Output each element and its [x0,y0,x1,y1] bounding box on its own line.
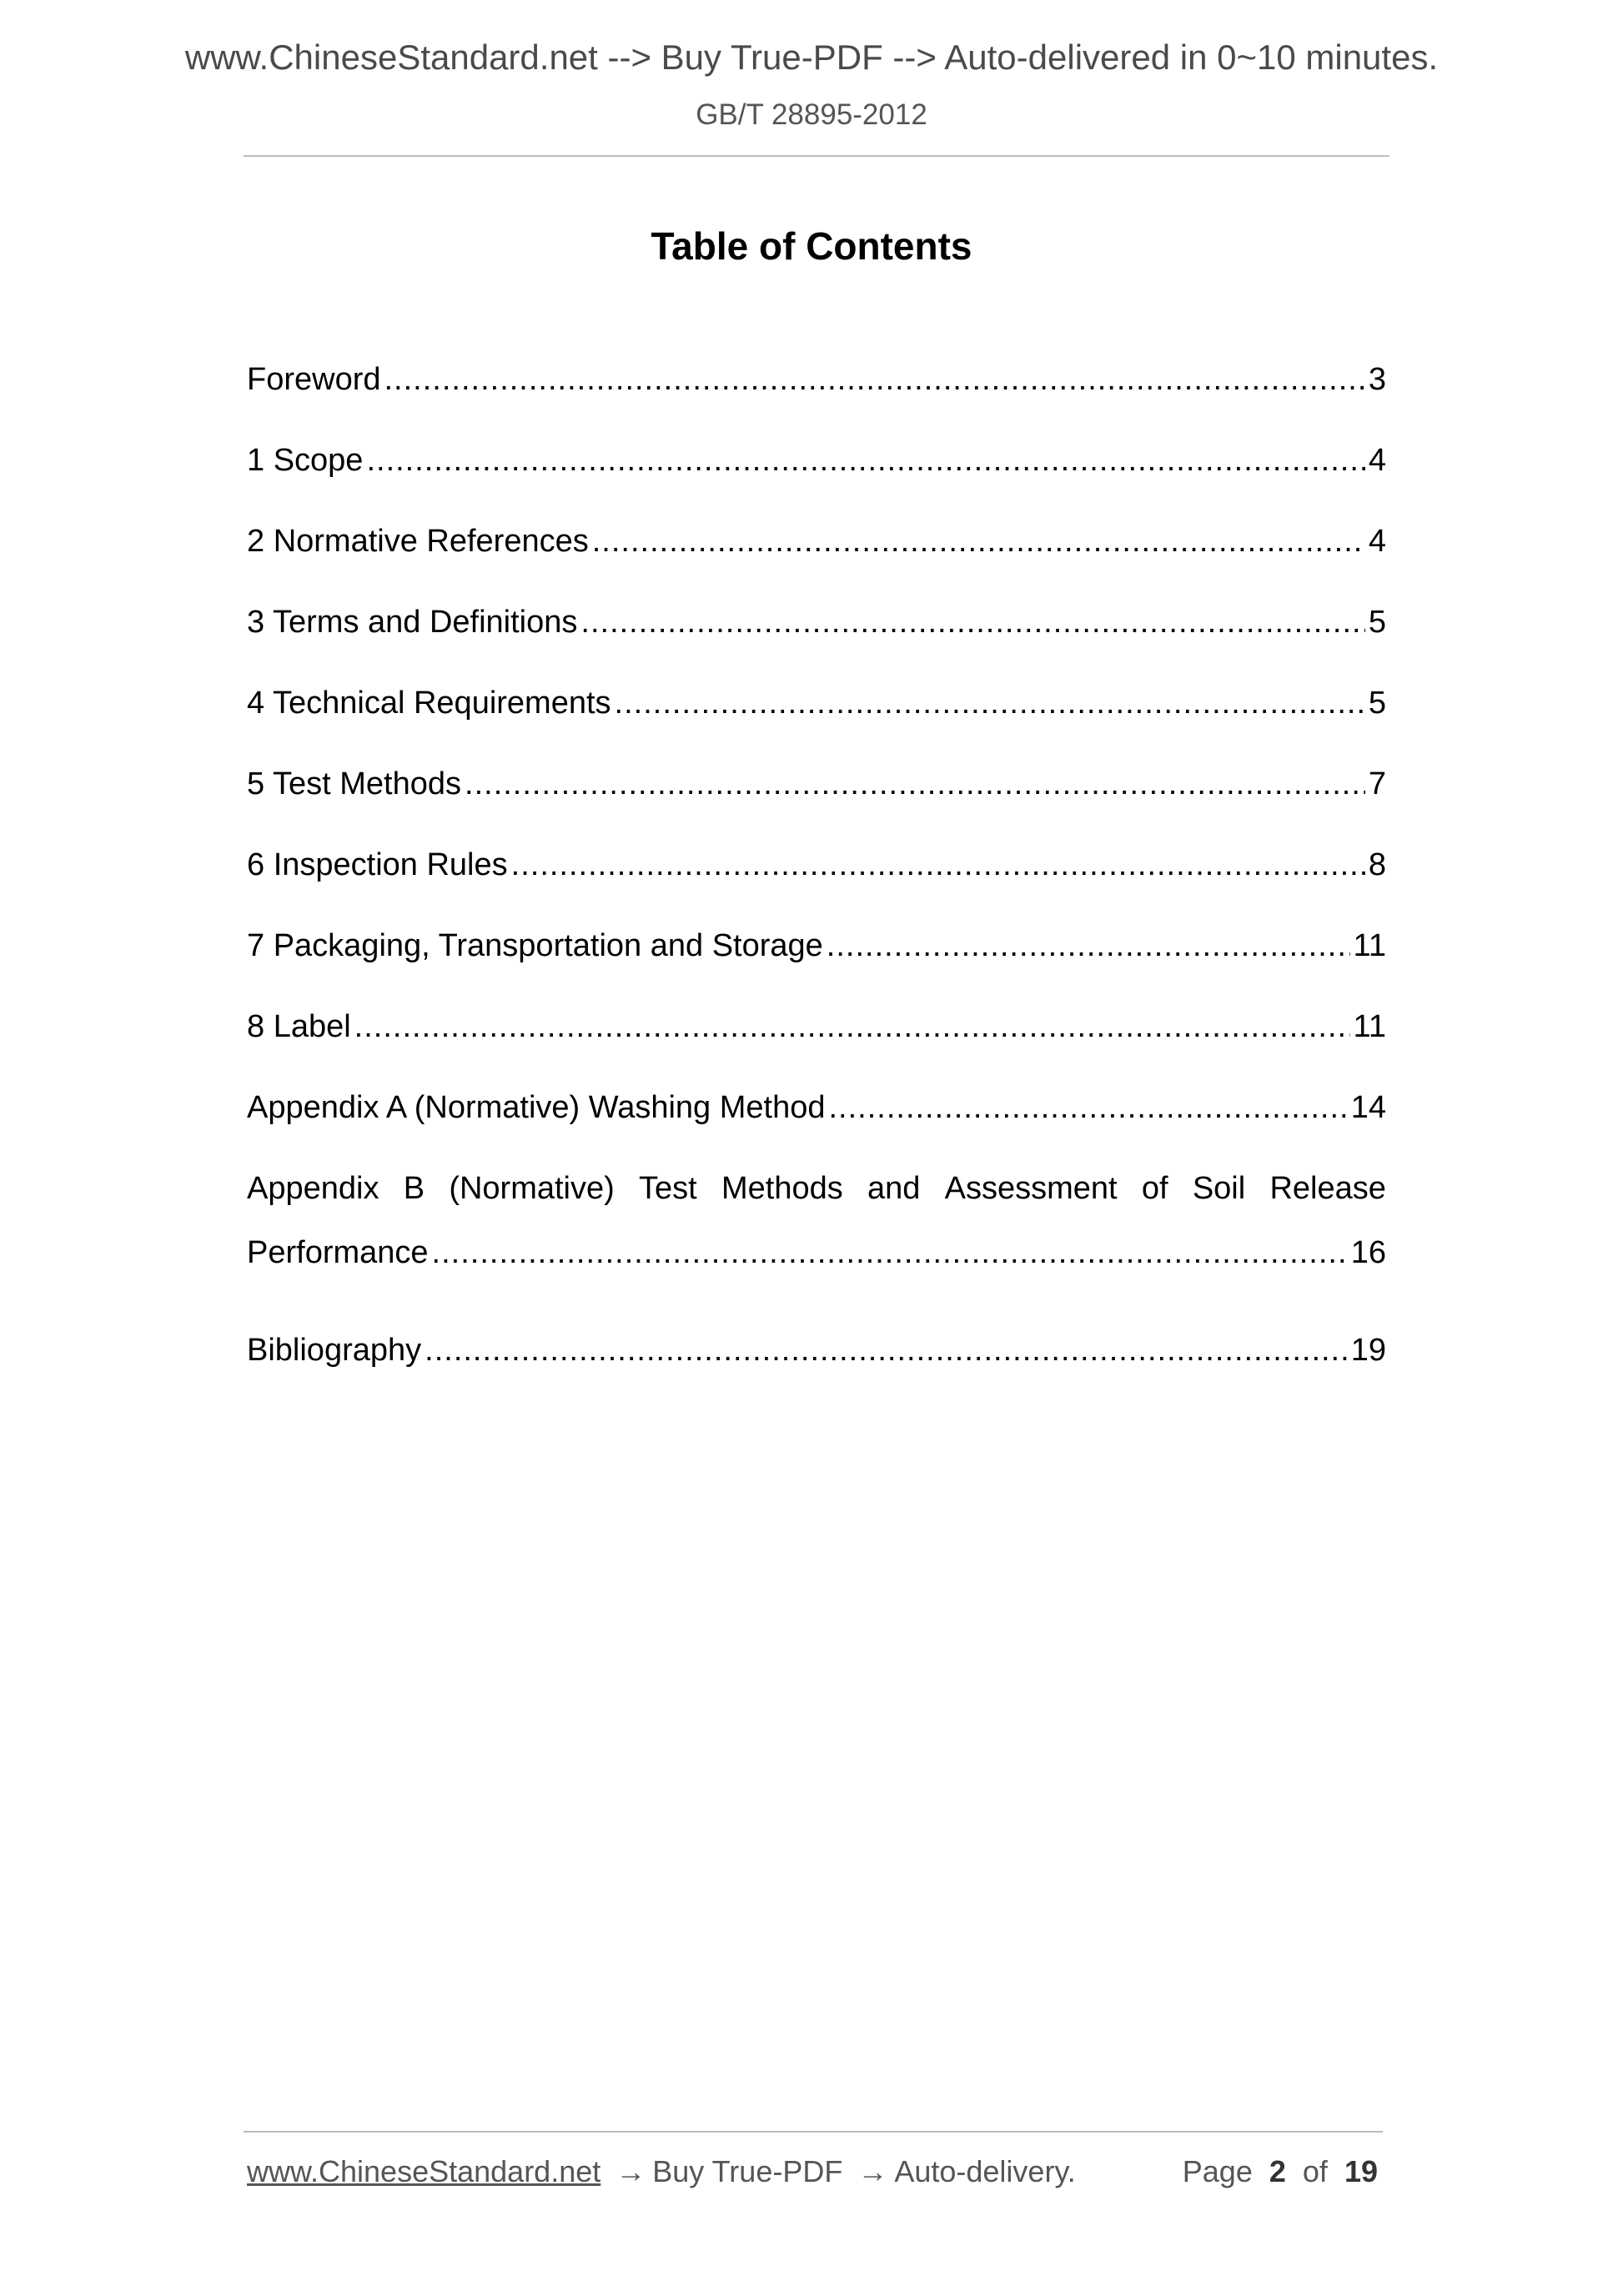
toc-entry-foreword[interactable] [247,364,1386,445]
page-indicator [1182,2154,1378,2188]
header-divider [244,155,1389,157]
toc-entry-label: 2 Normative References [247,524,589,559]
toc-entry-word: Methods [721,1171,843,1206]
toc-entry-appendix-b[interactable] [247,1173,1386,1334]
toc-entry-label: 4 Technical Requirements [247,686,611,721]
toc-entry-label-line1 [247,1173,1386,1237]
toc-entry-inspection-rules[interactable] [247,849,1386,930]
toc-leader-dots [615,687,1365,719]
toc-entry-page: 11 [1353,1009,1386,1044]
toc-entry-label-section[interactable] [247,1011,1386,1092]
arrow-right-icon: → [857,2154,888,2188]
toc-entry-terms-and-definitions[interactable] [247,606,1386,687]
toc-entry-page: 4 [1368,524,1386,559]
toc-entry-appendix-a[interactable] [247,1092,1386,1173]
toc-entry-word: Soil [1192,1171,1246,1206]
toc-leader-dots [354,1011,1350,1042]
toc-entry-page: 16 [1350,1235,1386,1270]
toc-entry-page: 5 [1368,605,1386,640]
arrow-right-icon: → [616,2154,646,2188]
toc-entry-label: 5 Test Methods [247,766,462,801]
toc-leader-dots [384,364,1365,395]
toc-leader-dots [511,849,1365,881]
toc-entry-label-line2 [247,1237,1386,1318]
footer-divider [244,2131,1383,2133]
toc-entry-word: Appendix [247,1171,379,1206]
toc-entry-word: and [867,1171,921,1206]
toc-entry-test-methods[interactable] [247,768,1386,849]
toc-entry-label: 1 Scope [247,443,364,478]
toc-entry-page: 5 [1368,686,1386,721]
toc-entry-label: 6 Inspection Rules [247,847,508,882]
toc-entry-technical-requirements[interactable] [247,687,1386,768]
toc-entry-scope[interactable] [247,445,1386,525]
footer-delivery-text: Auto-delivery. [894,2154,1076,2188]
toc-leader-dots [366,445,1364,476]
toc-entry-label: Foreword [247,362,381,397]
toc-entry-page: 11 [1353,928,1386,963]
toc-leader-dots [465,768,1365,800]
top-banner: www.ChineseStandard.net --> Buy True-PDF --> Auto-delivered in 0~10 minutes. [184,38,1439,77]
toc-entry-label-cont: Performance [247,1235,429,1270]
toc-leader-dots [580,606,1364,638]
toc-leader-dots [828,1092,1347,1123]
table-of-contents [247,364,1386,1415]
footer-left [247,2154,1076,2188]
toc-entry-word: (Normative) [449,1171,615,1206]
toc-entry-packaging[interactable] [247,930,1386,1011]
page-current: 2 [1269,2154,1286,2188]
toc-entry-bibliography[interactable] [247,1334,1386,1415]
toc-entry-word: of [1141,1171,1168,1206]
toc-entry-label: 3 Terms and Definitions [247,605,578,640]
toc-entry-label: Bibliography [247,1333,422,1368]
toc-entry-page: 14 [1350,1090,1386,1125]
toc-entry-word: Assessment [944,1171,1118,1206]
toc-entry-word: Release [1269,1171,1386,1206]
page-footer [247,2154,1378,2188]
toc-entry-label: 7 Packaging, Transportation and Storage [247,928,823,963]
toc-entry-normative-references[interactable] [247,525,1386,606]
document-code: GB/T 28895-2012 [696,98,927,131]
toc-leader-dots [592,525,1365,557]
toc-entry-page: 4 [1368,443,1386,478]
toc-leader-dots [827,930,1350,962]
page-of-word: of [1302,2154,1328,2188]
toc-leader-dots [432,1237,1348,1269]
toc-title: Table of Contents [651,224,972,268]
footer-buy-text: Buy True-PDF [652,2154,843,2188]
toc-entry-page: 19 [1350,1333,1386,1368]
toc-entry-page: 3 [1368,362,1386,397]
toc-entry-label: 8 Label [247,1009,351,1044]
page-total: 19 [1344,2154,1378,2188]
toc-entry-word: B [403,1171,425,1206]
footer-site-link[interactable]: www.ChineseStandard.net [247,2154,601,2188]
toc-entry-page: 8 [1368,847,1386,882]
page-word: Page [1182,2154,1253,2188]
toc-entry-page: 7 [1368,766,1386,801]
toc-entry-label: Appendix A (Normative) Washing Method [247,1090,826,1125]
toc-entry-word: Test [639,1171,697,1206]
toc-leader-dots [425,1334,1348,1366]
